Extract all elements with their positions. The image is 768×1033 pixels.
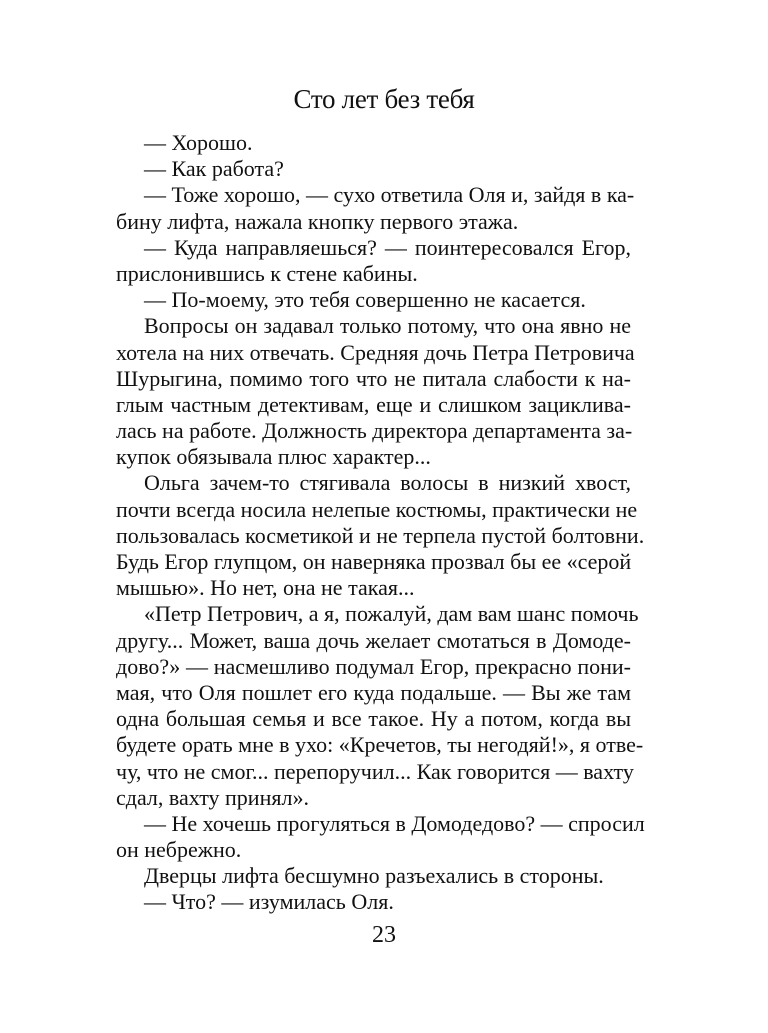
text-line: Вопросы он задавал только потому, что она явно не (144, 313, 631, 339)
text-line: Шурыгина, помимо того что не питала слабости к на- (116, 365, 631, 391)
text-line: — Что? — изумилась Оля. (144, 889, 394, 915)
text-line: будете орать мне в ухо: «Кречетов, ты негодяй!», я отве- (116, 732, 644, 758)
text-line: сдал, вахту принял». (116, 784, 309, 810)
text-line: купок обязывала плюс характер... (116, 444, 431, 470)
text-line: — По-моему, это тебя совершенно не касается. (144, 287, 586, 313)
running-title: Сто лет без тебя (293, 84, 475, 114)
text-line: чу, что не смог... перепоручил... Как говорится — вахту (116, 758, 634, 784)
text-line: лась на работе. Должность директора департамента за- (116, 418, 633, 444)
text-line: бину лифта, нажала кнопку первого этажа. (116, 208, 519, 234)
text-line: — Хорошо. (144, 130, 253, 155)
text-line: — Как работа? (144, 156, 284, 182)
body-text (116, 130, 645, 916)
text-line: пользовалась косметикой и не терпела пустой болтовни. (116, 522, 645, 548)
text-line: другу... Может, ваша дочь желает смотаться в Домоде- (116, 627, 631, 653)
text-line: — Куда направляешься? — поинтересовался Егор, (144, 234, 631, 260)
text-line: прислонившись к стене кабины. (116, 260, 418, 286)
text-line: он небрежно. (116, 837, 242, 863)
text-line: одна большая семья и все такое. Ну а потом, когда вы (116, 706, 631, 732)
text-line: дово?» — насмешливо подумал Егор, прекрасно пони- (116, 653, 631, 679)
page-number: 23 (372, 922, 396, 948)
text-line: хотела на них отвечать. Средняя дочь Петра Петровича (116, 339, 635, 365)
text-line: почти всегда носила нелепые костюмы, практически не (116, 496, 638, 522)
text-line: Будь Егор глупцом, он наверняка прозвал бы ее «серой (116, 549, 632, 574)
text-line: — Не хочешь прогуляться в Домодедово? — спросил (144, 810, 645, 836)
text-line: «Петр Петрович, а я, пожалуй, дам вам шанс помочь (144, 601, 639, 627)
text-line: мая, что Оля пошлет его куда подальше. — Вы же там (116, 679, 631, 705)
text-line: мышью». Но нет, она не такая... (116, 575, 415, 601)
text-line: Дверцы лифта бесшумно разъехались в стороны. (144, 863, 604, 889)
text-line: глым частным детективам, еще и слишком зациклива- (116, 391, 631, 417)
text-line: Ольга зачем-то стягивала волосы в низкий хвост, (144, 470, 631, 496)
text-line: — Тоже хорошо, — сухо ответила Оля и, зайдя в ка- (144, 182, 635, 208)
